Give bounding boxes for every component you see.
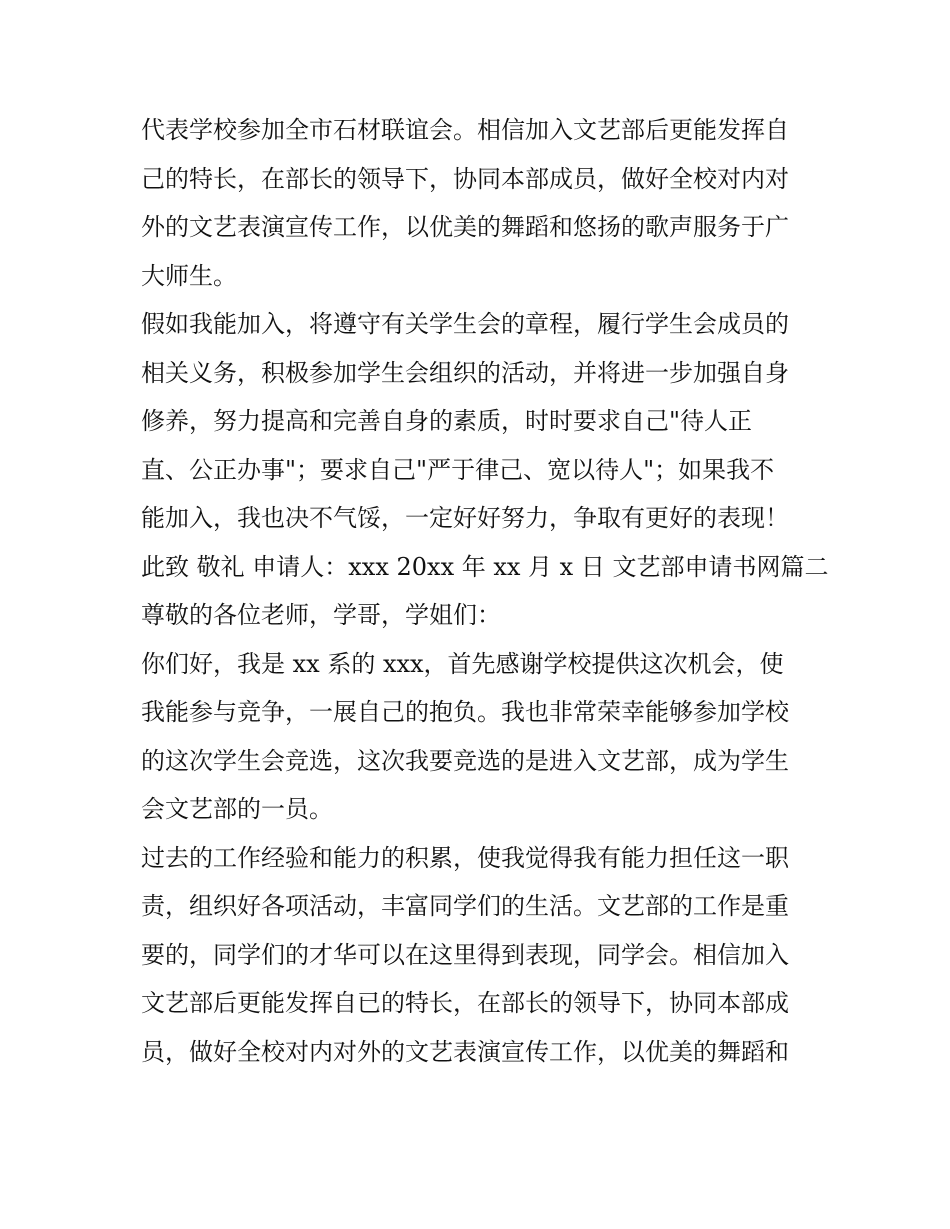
text-line: 责，组织好各项活动，丰富同学们的生活。文艺部的工作是重: [141, 892, 789, 920]
text-line: 外的文艺表演宣传工作，以优美的舞蹈和悠扬的歌声服务于广: [141, 213, 789, 241]
text-line: 过去的工作经验和能力的积累，使我觉得我有能力担任这一职: [141, 843, 789, 872]
text-line: 文艺部后更能发挥自已的特长，在部长的领导下，协同本部成: [141, 989, 789, 1017]
text-line: 尊敬的各位老师，学哥，学姐们：: [141, 601, 501, 629]
text-line: 己的特长，在部长的领导下，协同本部成员，做好全校对内对: [141, 164, 789, 193]
text-line: 会文艺部的一员。: [141, 795, 333, 823]
text-line: 直、公正办事"；要求自己"严于律己、宽以待人"；如果我不: [141, 455, 775, 484]
text-line: 假如我能加入，将遵守有关学生会的章程，履行学生会成员的: [141, 310, 789, 338]
text-line: 相关义务，积极参加学生会组织的活动，并将进一步加强自身: [141, 358, 789, 387]
text-line: 此致 敬礼 申请人：xxx 20xx 年 xx 月 x 日 文艺部申请书网篇二: [141, 552, 829, 581]
document-body: [141, 106, 829, 1076]
text-line: 我能参与竞争，一展自己的抱负。我也非常荣幸能够参加学校: [141, 698, 789, 726]
text-line: 能加入，我也决不气馁，一定好好努力，争取有更好的表现！: [141, 504, 789, 532]
text-line: 你们好，我是 xx 系的 xxx，首先感谢学校提供这次机会，使: [141, 649, 784, 678]
text-line: 的这次学生会竞选，这次我要竞选的是进入文艺部，成为学生: [141, 746, 789, 775]
text-line: 修养，努力提高和完善自身的素质，时时要求自己"待人正: [141, 407, 753, 435]
text-line: 大师生。: [141, 261, 237, 290]
text-line: 要的，同学们的才华可以在这里得到表现，同学会。相信加入: [141, 940, 789, 969]
text-line: 员，做好全校对内对外的文艺表演宣传工作，以优美的舞蹈和: [141, 1037, 789, 1066]
text-line: 代表学校参加全市石材联谊会。相信加入文艺部后更能发挥自: [141, 116, 789, 144]
